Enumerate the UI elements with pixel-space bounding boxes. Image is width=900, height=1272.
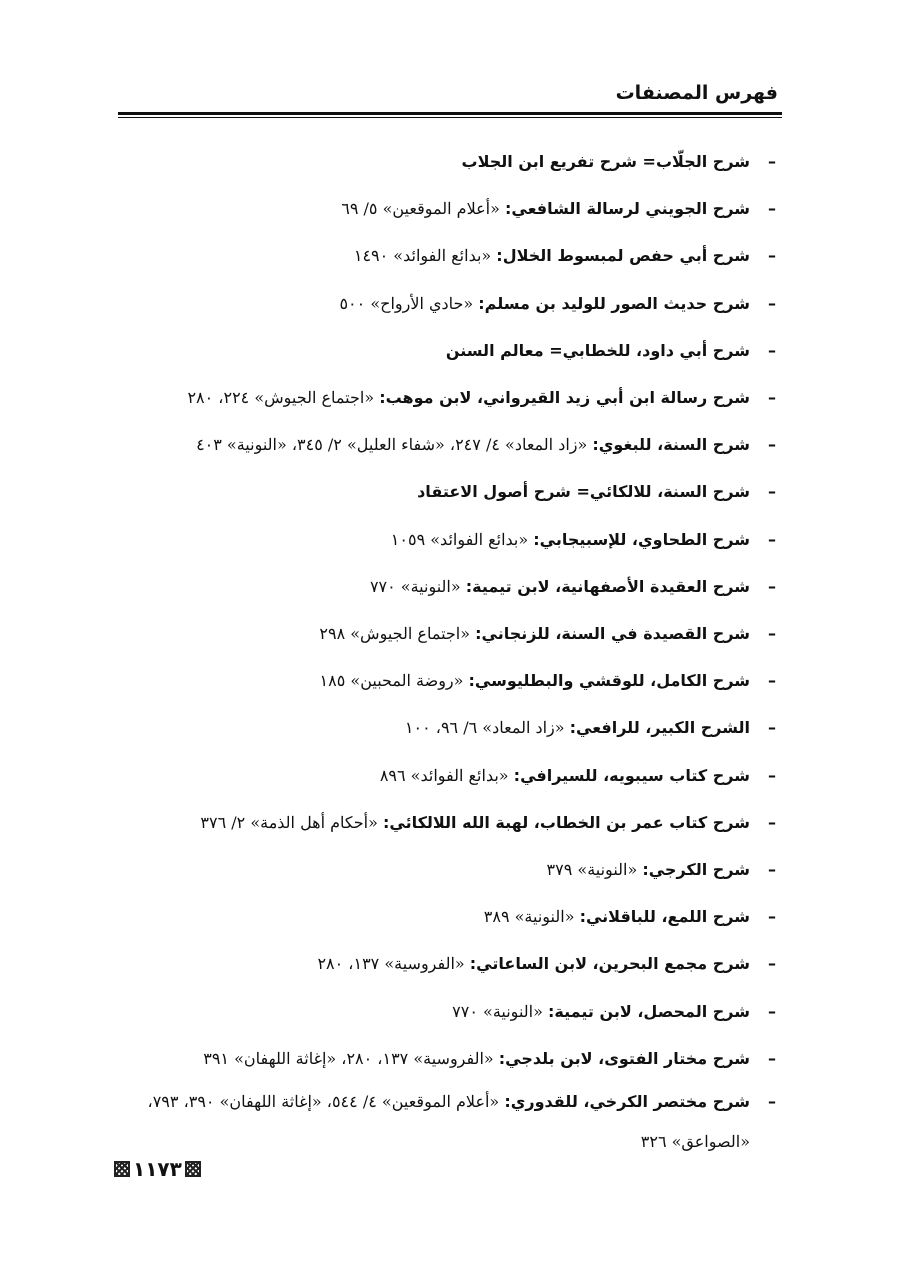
entry-title: شرح مجمع البحرين، لابن الساعاتي: — [469, 954, 750, 974]
entry-dash: – — [768, 199, 776, 219]
index-entry — [118, 185, 782, 232]
entry-references: «اجتماع الجيوش» ٢٩٨ — [319, 624, 476, 644]
header-rule-thin — [118, 117, 782, 118]
entry-references: «النونية» ٧٧٠ — [452, 1001, 548, 1021]
entry-dash: – — [768, 718, 776, 738]
entry-dash: – — [768, 765, 776, 785]
entry-references: «أحكام أهل الذمة» ٢/ ٣٧٦ — [200, 812, 383, 832]
index-entry — [118, 610, 782, 657]
header-rule-thick — [118, 112, 782, 115]
page-number: ١١٧٣ — [133, 1157, 182, 1181]
entry-title: الشرح الكبير، للرافعي: — [569, 718, 750, 738]
entry-title: شرح حديث الصور للوليد بن مسلم: — [478, 293, 750, 313]
ornament-right-icon — [185, 1161, 201, 1177]
index-entry — [118, 421, 782, 468]
index-entry — [118, 752, 782, 799]
entry-references: «اجتماع الجيوش» ٢٢٤، ٢٨٠ — [187, 388, 380, 408]
index-entry — [118, 280, 782, 327]
index-entry — [118, 799, 782, 846]
entry-dash: – — [768, 1048, 776, 1068]
index-entry — [118, 704, 782, 751]
index-entry — [118, 516, 782, 563]
entry-dash: – — [768, 954, 776, 974]
entry-title: شرح السنة، للبغوي: — [592, 435, 750, 455]
entry-references: «أعلام الموقعين» ٥/ ٦٩ — [341, 199, 505, 219]
index-entry — [118, 846, 782, 893]
entry-title: شرح رسالة ابن أبي زيد القيرواني، لابن موهب: — [379, 388, 750, 408]
index-entry — [118, 563, 782, 610]
entry-title: شرح أبي حفص لمبسوط الخلال: — [496, 246, 750, 266]
entry-title: شرح القصيدة في السنة، للزنجاني: — [475, 624, 750, 644]
index-entry — [118, 657, 782, 704]
entry-title: شرح كتاب سيبويه، للسيرافي: — [513, 765, 750, 785]
entry-title: شرح كتاب عمر بن الخطاب، لهبة الله اللالكائي: — [382, 812, 750, 832]
entry-dash: – — [768, 435, 776, 455]
index-entry — [118, 1035, 782, 1082]
entry-dash: – — [768, 1001, 776, 1021]
entry-title: شرح الكرجي: — [642, 860, 750, 880]
entry-dash: – — [768, 907, 776, 927]
entry-references: «بدائع الفوائد» ٨٩٦ — [379, 765, 514, 785]
entry-title: شرح المحصل، لابن تيمية: — [547, 1001, 750, 1021]
entry-dash: – — [768, 293, 776, 313]
entry-title: شرح مختصر الكرخي، للقدوري: — [504, 1092, 750, 1112]
entry-references: «بدائع الفوائد» ١٤٩٠ — [353, 246, 497, 266]
entry-dash: – — [768, 388, 776, 408]
entry-title: شرح الجلّاب= شرح تفريع ابن الجلاب — [461, 152, 750, 171]
entry-references: «أعلام الموقعين» ٤/ ٥٤٤، «إغاثة اللهفان» ٣٩٠، ٧٩٣، «الصواعق» ٣٢٦ — [147, 1092, 750, 1152]
entry-dash: – — [768, 482, 776, 502]
page-header — [118, 78, 782, 118]
page-title: فهرس المصنفات — [615, 82, 778, 104]
entry-references: «النونية» ٣٨٩ — [483, 907, 580, 927]
index-entry — [118, 468, 782, 515]
entry-references: «النونية» ٣٧٩ — [546, 860, 643, 880]
entry-dash: – — [768, 340, 776, 360]
page-footer — [114, 1157, 201, 1181]
entry-references: «بدائع الفوائد» ١٠٥٩ — [390, 529, 534, 549]
entry-dash: – — [768, 860, 776, 880]
entry-title: شرح اللمع، للباقلاني: — [579, 907, 750, 927]
ornament-left-icon — [114, 1161, 130, 1177]
index-entries-list — [118, 138, 782, 1162]
index-entry — [118, 1082, 782, 1162]
entry-dash: – — [768, 576, 776, 596]
index-entry — [118, 327, 782, 374]
entry-dash: – — [768, 529, 776, 549]
entry-dash: – — [768, 812, 776, 832]
entry-references: «روضة المحبين» ١٨٥ — [319, 671, 469, 691]
entry-dash: – — [768, 152, 776, 171]
entry-references: «الفروسية» ١٣٧، ٢٨٠، «إغاثة اللهفان» ٣٩١ — [203, 1048, 499, 1068]
entry-title: شرح مختار الفتوى، لابن بلدجي: — [498, 1048, 750, 1068]
entry-references: «زاد المعاد» ٤/ ٢٤٧، «شفاء العليل» ٢/ ٣٤٥، «النونية» ٤٠٣ — [196, 435, 593, 455]
entry-references: «زاد المعاد» ٦/ ٩٦، ١٠٠ — [404, 718, 570, 738]
entry-references: «حادي الأرواح» ٥٠٠ — [339, 293, 479, 313]
index-entry — [118, 940, 782, 987]
entry-references: «الفروسية» ١٣٧، ٢٨٠ — [317, 954, 470, 974]
entry-dash: – — [768, 624, 776, 644]
index-entry — [118, 988, 782, 1035]
index-entry — [118, 138, 782, 185]
entry-dash: – — [768, 1092, 776, 1112]
index-entry — [118, 893, 782, 940]
entry-dash: – — [768, 671, 776, 691]
entry-title: شرح أبي داود، للخطابي= معالم السنن — [445, 340, 750, 360]
index-entry — [118, 232, 782, 279]
entry-title: شرح الكامل، للوقشي والبطليوسي: — [468, 671, 750, 691]
entry-references: «النونية» ٧٧٠ — [369, 576, 466, 596]
entry-title: شرح الجويني لرسالة الشافعي: — [505, 199, 750, 219]
entry-dash: – — [768, 246, 776, 266]
entry-title: شرح السنة، للالكائي= شرح أصول الاعتقاد — [417, 482, 750, 502]
index-entry — [118, 374, 782, 421]
entry-title: شرح الطحاوي، للإسبيجابي: — [533, 529, 750, 549]
entry-title: شرح العقيدة الأصفهانية، لابن تيمية: — [465, 576, 750, 596]
